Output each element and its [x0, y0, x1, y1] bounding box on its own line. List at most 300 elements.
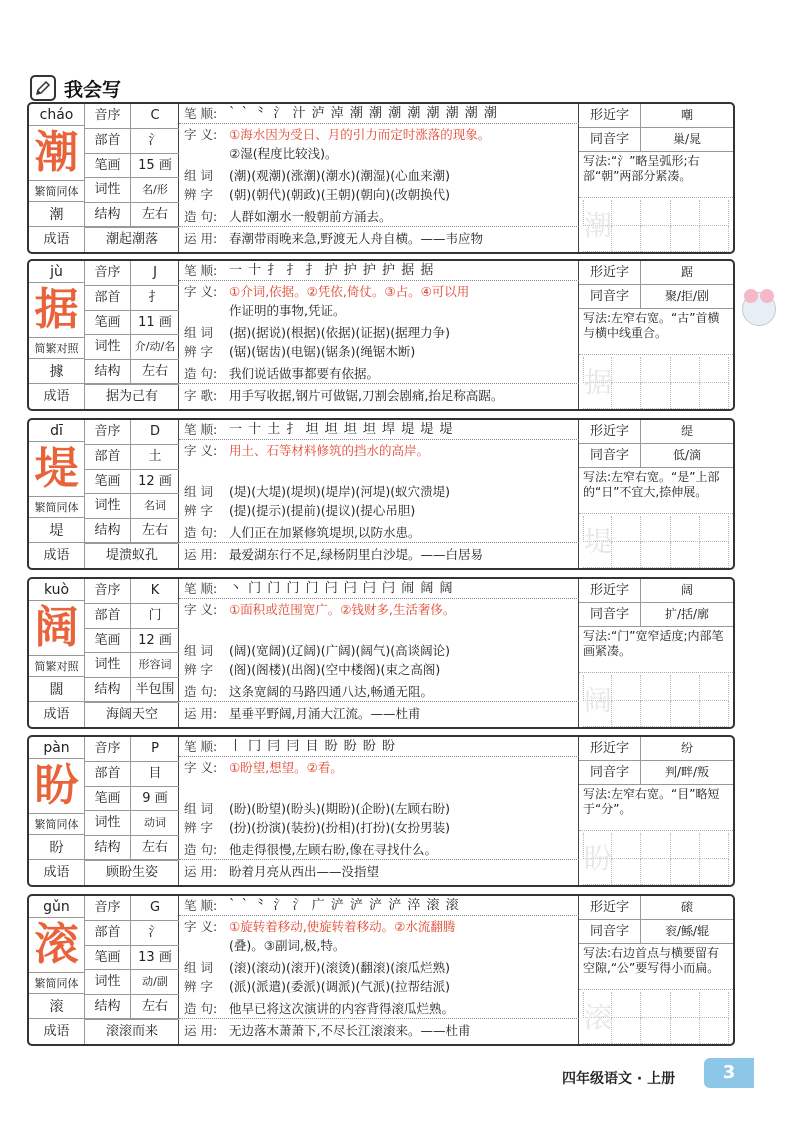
- card-row: [179, 683, 579, 702]
- attribute-table: [85, 579, 179, 703]
- main-character: 据: [29, 283, 85, 337]
- practice-cell[interactable]: [612, 1018, 641, 1044]
- character-card: [27, 102, 735, 254]
- order-value: J: [153, 265, 157, 280]
- homophone-value: 聚/拒/剧: [664, 289, 710, 303]
- row-value: (阁)(阁楼)(出阁)(空中楼阁)(束之高阁): [229, 662, 441, 677]
- strokes-label: 笔画: [85, 311, 131, 335]
- book-title: 四年级语文 · 上册: [562, 1071, 676, 1087]
- row-label: 运 用:: [184, 1023, 218, 1038]
- practice-cell[interactable]: [612, 357, 641, 383]
- meaning-row: [179, 126, 579, 144]
- card-row: [179, 483, 579, 501]
- comparison-panel: [579, 579, 733, 727]
- practice-cell[interactable]: [641, 357, 670, 383]
- row-label: 辨 字: [184, 662, 213, 677]
- practice-cell[interactable]: [641, 200, 670, 226]
- structure-value: 左右: [141, 999, 168, 1015]
- character-details: [179, 261, 579, 409]
- order-value: G: [149, 900, 161, 915]
- idiom-label: 成语: [29, 1019, 85, 1044]
- pos-value: 介/动/名: [134, 340, 176, 354]
- row-value: 我们说话做事都要有依据。: [229, 366, 380, 381]
- row-label: 运 用:: [184, 706, 218, 721]
- row-value: (扮)(扮演)(装扮)(扮相)(打扮)(女扮男装): [229, 820, 451, 835]
- meaning-label: 字 义:: [184, 443, 218, 458]
- traditional-label: 繁简同体: [29, 496, 85, 518]
- practice-cell[interactable]: [671, 701, 700, 727]
- meaning-row: [179, 442, 579, 460]
- trace-character: 盼: [583, 842, 612, 875]
- meaning-primary: ①面积或范围宽广。②钱财多,生活奢侈。: [229, 602, 456, 617]
- practice-cell[interactable]: [641, 701, 670, 727]
- pos-value: 名词: [144, 499, 166, 513]
- practice-cell[interactable]: [641, 675, 670, 701]
- practice-cell[interactable]: [612, 859, 641, 885]
- stroke-order-label: 笔 顺:: [184, 422, 218, 437]
- row-value: (阔)(宽阔)(辽阔)(广阔)(阔气)(高谈阔论): [229, 643, 451, 658]
- writing-tip: 写法:“氵”略呈弧形;右部“朝”两部分紧凑。: [579, 152, 733, 198]
- meaning-primary: ①旋转着移动,使旋转着移动。②水流翻腾: [229, 919, 456, 934]
- pencil-icon: [30, 75, 56, 101]
- practice-cell[interactable]: [641, 383, 670, 409]
- practice-cell[interactable]: [700, 383, 729, 409]
- attribute-table: [85, 104, 179, 228]
- row-value: 盼着月亮从西出——没指望: [229, 864, 380, 879]
- pos-label: 词性: [85, 970, 131, 994]
- row-label: 造 句:: [184, 1001, 218, 1016]
- card-row: [179, 1000, 579, 1019]
- practice-cell[interactable]: [671, 383, 700, 409]
- practice-cell[interactable]: [612, 383, 641, 409]
- meaning-row: [179, 918, 579, 936]
- similar-label: 形近字: [579, 420, 641, 443]
- comparison-panel: [579, 737, 733, 885]
- structure-label: 结构: [85, 995, 131, 1019]
- practice-cell[interactable]: [700, 542, 729, 568]
- radical-value: 目: [148, 765, 162, 781]
- row-label: 辨 字: [184, 187, 213, 202]
- attribute-table: [85, 261, 179, 385]
- character-info: [29, 104, 179, 252]
- idiom-label: 成语: [29, 860, 85, 885]
- meaning-row-2: [179, 145, 579, 163]
- meaning-primary: ①介词,依据。②凭依,倚仗。③占。④可以用: [229, 284, 470, 299]
- card-row: [179, 1022, 579, 1040]
- character-card: [27, 259, 735, 411]
- pos-label: 词性: [85, 811, 131, 835]
- row-label: 运 用:: [184, 547, 218, 562]
- character-info: [29, 420, 179, 568]
- structure-label: 结构: [85, 836, 131, 860]
- row-label: 造 句:: [184, 525, 218, 540]
- stroke-order-value: 丨 冂 冃 冃 目 盼 盼 盼 盼: [229, 739, 397, 754]
- idiom-row: [29, 701, 179, 727]
- structure-value: 左右: [141, 840, 168, 856]
- card-row: [179, 365, 579, 384]
- main-character: 堤: [29, 442, 85, 496]
- character-info: [29, 579, 179, 727]
- card-row: [179, 959, 579, 977]
- practice-cell[interactable]: [671, 516, 700, 542]
- character-card: [27, 577, 735, 729]
- practice-cell[interactable]: [641, 859, 670, 885]
- card-row: [179, 208, 579, 227]
- practice-cell[interactable]: [641, 542, 670, 568]
- radical-label: 部首: [85, 445, 131, 469]
- practice-cell[interactable]: [641, 516, 670, 542]
- homophone-label: 同音字: [579, 128, 641, 151]
- trace-character: 阔: [583, 684, 612, 717]
- writing-tip: 写法:左窄右宽。“目”略短于“分”。: [579, 785, 733, 831]
- comparison-panel: [579, 104, 733, 252]
- row-label: 组 词: [184, 801, 213, 816]
- comparison-panel: [579, 896, 733, 1044]
- practice-cell[interactable]: [671, 226, 700, 252]
- idiom-value: 滚滚而来: [105, 1024, 158, 1039]
- practice-cell[interactable]: [612, 542, 641, 568]
- character-info: [29, 261, 179, 409]
- strokes-label: 笔画: [85, 470, 131, 494]
- meaning-label: 字 义:: [184, 760, 218, 775]
- row-value: 人群如潮水一般朝前方涌去。: [229, 209, 392, 224]
- homophone-value: 衮/鲧/辊: [664, 924, 710, 938]
- character-info: [29, 737, 179, 885]
- pos-label: 词性: [85, 653, 131, 677]
- practice-cell[interactable]: [671, 200, 700, 226]
- practice-cell[interactable]: [700, 701, 729, 727]
- strokes-label: 笔画: [85, 946, 131, 970]
- strokes-value: 12 画: [138, 473, 172, 489]
- practice-cell[interactable]: [612, 701, 641, 727]
- meaning-indent: [179, 145, 229, 163]
- character-details: [179, 104, 579, 252]
- meaning-row-2: [179, 937, 579, 955]
- structure-value: 半包围: [135, 682, 175, 698]
- row-value: (朝)(朝代)(朝政)(王朝)(朝向)(改朝换代): [229, 187, 451, 202]
- character-details: [179, 896, 579, 1044]
- stroke-order-label: 笔 顺:: [184, 106, 218, 121]
- row-label: 造 句:: [184, 366, 218, 381]
- homophone-value: 低/滴: [672, 448, 702, 462]
- idiom-label: 成语: [29, 227, 85, 252]
- stroke-order-row: [179, 105, 579, 124]
- card-row: [179, 841, 579, 860]
- mouse-mascot-icon: [742, 292, 776, 326]
- card-row: [179, 705, 579, 723]
- similar-value: 踞: [680, 265, 693, 279]
- idiom-value: 潮起潮落: [105, 232, 158, 247]
- meaning-row: [179, 283, 579, 301]
- main-character: 滚: [29, 918, 85, 972]
- card-row: [179, 524, 579, 543]
- traditional-label: 简繁对照: [29, 337, 85, 359]
- row-value: (派)(派遣)(委派)(调派)(气派)(拉帮结派): [229, 979, 451, 994]
- stroke-order-value: 丶 门 门 门 门 闩 闩 闩 闩 闹 阔 阔: [229, 581, 454, 596]
- order-value: K: [150, 583, 160, 598]
- practice-cell[interactable]: [700, 516, 729, 542]
- stroke-order-row: [179, 262, 579, 281]
- meaning-indent: [179, 937, 229, 955]
- homophone-label: 同音字: [579, 603, 641, 626]
- row-label: 辨 字: [184, 503, 213, 518]
- practice-cell[interactable]: [612, 992, 641, 1018]
- practice-cell[interactable]: [700, 859, 729, 885]
- meaning-row: [179, 601, 579, 619]
- pinyin: gǔn: [29, 896, 85, 918]
- practice-cell[interactable]: [700, 357, 729, 383]
- card-row: [179, 978, 579, 996]
- idiom-label: 成语: [29, 384, 85, 409]
- row-label: 运 用:: [184, 231, 218, 246]
- strokes-value: 9 画: [142, 790, 168, 806]
- order-label: 音序: [85, 420, 131, 444]
- card-row: [179, 230, 579, 248]
- pos-value: 动/副: [142, 975, 168, 989]
- idiom-value: 海阔天空: [105, 707, 158, 722]
- card-row: [179, 167, 579, 185]
- idiom-row: [29, 383, 179, 409]
- traditional-character: 潮: [29, 202, 85, 228]
- writing-tip: 写法:“门”宽窄适度;内部笔画紧凑。: [579, 627, 733, 673]
- row-value: (滚)(滚动)(滚开)(滚烫)(翻滚)(滚瓜烂熟): [229, 960, 451, 975]
- main-character: 潮: [29, 126, 85, 180]
- writing-tip: 写法:右边首点与横要留有空隙,“公”要写得小而扁。: [579, 944, 733, 990]
- row-value: (提)(提示)(提前)(提议)(提心吊胆): [229, 503, 416, 518]
- idiom-value: 堤溃蚁孔: [105, 548, 158, 563]
- practice-cell[interactable]: [612, 200, 641, 226]
- traditional-character: 據: [29, 359, 85, 385]
- radical-value: 氵: [148, 132, 162, 148]
- homophone-value: 判/畔/叛: [664, 765, 710, 779]
- card-row: [179, 800, 579, 818]
- radical-label: 部首: [85, 129, 131, 153]
- pos-value: 名/形: [142, 183, 168, 197]
- order-value: C: [150, 108, 160, 123]
- row-value: (盼)(盼望)(盼头)(期盼)(企盼)(左顾右盼): [229, 801, 451, 816]
- stroke-order-label: 笔 顺:: [184, 263, 218, 278]
- practice-cell[interactable]: [671, 675, 700, 701]
- comparison-panel: [579, 261, 733, 409]
- practice-cell[interactable]: [612, 516, 641, 542]
- row-label: 造 句:: [184, 209, 218, 224]
- card-row: [179, 387, 579, 405]
- row-label: 组 词: [184, 643, 213, 658]
- practice-cell[interactable]: [700, 200, 729, 226]
- practice-cell[interactable]: [671, 357, 700, 383]
- meaning-label: 字 义:: [184, 919, 218, 934]
- row-value: 最爱湖东行不足,绿杨阴里白沙堤。——白居易: [229, 547, 483, 562]
- stroke-order-row: [179, 738, 579, 757]
- homophone-label: 同音字: [579, 920, 641, 943]
- row-label: 造 句:: [184, 842, 218, 857]
- idiom-value: 顾盼生姿: [105, 865, 158, 880]
- practice-cell[interactable]: [671, 833, 700, 859]
- stroke-order-value: ` ` ⺀ 氵 氵 广 浐 浐 浐 浐 淬 滚 滚: [229, 898, 460, 913]
- idiom-row: [29, 1018, 179, 1044]
- meaning-label: 字 义:: [184, 127, 218, 142]
- row-label: 运 用:: [184, 864, 218, 879]
- radical-value: 扌: [148, 289, 162, 305]
- homophone-value: 巢/晁: [672, 132, 702, 146]
- practice-cell[interactable]: [641, 833, 670, 859]
- row-label: 辨 字: [184, 820, 213, 835]
- row-label: 组 词: [184, 168, 213, 183]
- practice-cell[interactable]: [671, 992, 700, 1018]
- practice-cell[interactable]: [671, 542, 700, 568]
- writing-tip: 写法:左窄右宽。“是”上部的“日”不宜大,捺伸展。: [579, 468, 733, 514]
- row-value: 他早已将这次演讲的内容背得滚瓜烂熟。: [229, 1001, 455, 1016]
- idiom-row: [29, 859, 179, 885]
- stroke-order-label: 笔 顺:: [184, 581, 218, 596]
- page-number: 3: [704, 1058, 754, 1088]
- order-label: 音序: [85, 261, 131, 285]
- structure-value: 左右: [141, 364, 168, 380]
- similar-value: 缇: [680, 424, 693, 438]
- idiom-row: [29, 542, 179, 568]
- strokes-label: 笔画: [85, 154, 131, 178]
- idiom-row: [29, 226, 179, 252]
- practice-cell[interactable]: [700, 675, 729, 701]
- structure-label: 结构: [85, 519, 131, 543]
- practice-cell[interactable]: [700, 226, 729, 252]
- row-value: 他走得很慢,左顾右盼,像在寻找什么。: [229, 842, 437, 857]
- idiom-value: 据为己有: [105, 389, 158, 404]
- structure-value: 左右: [141, 523, 168, 539]
- order-label: 音序: [85, 896, 131, 920]
- strokes-label: 笔画: [85, 787, 131, 811]
- practice-cell[interactable]: [641, 992, 670, 1018]
- row-label: 组 词: [184, 484, 213, 499]
- row-value: 用手写收据,钢片可做锯,刀割会剧痛,抬足称高踞。: [229, 388, 504, 403]
- stroke-order-row: [179, 580, 579, 599]
- strokes-value: 15 画: [138, 157, 172, 173]
- main-character: 盼: [29, 759, 85, 813]
- structure-label: 结构: [85, 360, 131, 384]
- stroke-order-value: 一 十 扌 扌 扌 护 护 护 护 据 据: [229, 263, 435, 278]
- row-value: 人们正在加紧修筑堤坝,以防水患。: [229, 525, 421, 540]
- practice-cell[interactable]: [700, 833, 729, 859]
- character-card: [27, 418, 735, 570]
- idiom-label: 成语: [29, 543, 85, 568]
- trace-character: 据: [583, 366, 612, 399]
- strokes-value: 12 画: [138, 632, 172, 648]
- pos-value: 动词: [144, 816, 166, 830]
- comparison-panel: [579, 420, 733, 568]
- order-label: 音序: [85, 579, 131, 603]
- pinyin: cháo: [29, 104, 85, 126]
- meaning-indent: [179, 302, 229, 320]
- row-value: 无边落木萧萧下,不尽长江滚滚来。——杜甫: [229, 1023, 471, 1038]
- card-row: [179, 819, 579, 837]
- practice-cell[interactable]: [671, 859, 700, 885]
- stroke-order-row: [179, 897, 579, 916]
- meaning-primary: ①盼望,想望。②看。: [229, 760, 343, 775]
- main-character: 阔: [29, 601, 85, 655]
- homophone-label: 同音字: [579, 444, 641, 467]
- similar-value: 嘲: [680, 108, 693, 122]
- character-details: [179, 737, 579, 885]
- row-label: 造 句:: [184, 684, 218, 699]
- traditional-label: 繁简同体: [29, 972, 85, 994]
- practice-cell[interactable]: [671, 1018, 700, 1044]
- card-row: [179, 186, 579, 204]
- homophone-label: 同音字: [579, 761, 641, 784]
- card-row: [179, 661, 579, 679]
- pinyin: dī: [29, 420, 85, 442]
- homophone-value: 扩/括/廓: [664, 607, 710, 621]
- structure-label: 结构: [85, 203, 131, 227]
- trace-character: 潮: [583, 209, 612, 242]
- strokes-value: 13 画: [138, 949, 172, 965]
- attribute-table: [85, 420, 179, 544]
- attribute-table: [85, 896, 179, 1020]
- practice-cell[interactable]: [700, 1018, 729, 1044]
- similar-value: 纷: [680, 741, 693, 755]
- radical-value: 氵: [148, 924, 162, 940]
- radical-label: 部首: [85, 286, 131, 310]
- similar-label: 形近字: [579, 104, 641, 127]
- structure-value: 左右: [141, 207, 168, 223]
- pinyin: pàn: [29, 737, 85, 759]
- radical-label: 部首: [85, 604, 131, 628]
- practice-cell[interactable]: [641, 226, 670, 252]
- row-label: 辨 字: [184, 979, 213, 994]
- card-row: [179, 502, 579, 520]
- pos-label: 词性: [85, 335, 131, 359]
- character-details: [179, 579, 579, 727]
- card-row: [179, 642, 579, 660]
- meaning-secondary: ②湿(程度比较浅)。: [229, 146, 338, 161]
- traditional-label: 繁简同体: [29, 813, 85, 835]
- meaning-primary: ①海水因为受日、月的引力而定时涨落的现象。: [229, 127, 491, 142]
- attribute-table: [85, 737, 179, 861]
- pinyin: jù: [29, 261, 85, 283]
- homophone-label: 同音字: [579, 285, 641, 308]
- practice-cell[interactable]: [612, 833, 641, 859]
- similar-label: 形近字: [579, 579, 641, 602]
- structure-label: 结构: [85, 678, 131, 702]
- practice-cell[interactable]: [700, 992, 729, 1018]
- radical-label: 部首: [85, 921, 131, 945]
- order-label: 音序: [85, 737, 131, 761]
- similar-value: 磙: [680, 900, 693, 914]
- row-value: 这条宽阔的马路四通八达,畅通无阻。: [229, 684, 433, 699]
- traditional-label: 简繁对照: [29, 655, 85, 677]
- radical-label: 部首: [85, 762, 131, 786]
- meaning-row-2: [179, 302, 579, 320]
- practice-cell[interactable]: [612, 675, 641, 701]
- practice-cell[interactable]: [641, 1018, 670, 1044]
- radical-value: 门: [148, 607, 162, 623]
- pos-value: 形容词: [138, 658, 172, 672]
- stroke-order-row: [179, 421, 579, 440]
- stroke-order-label: 笔 顺:: [184, 739, 218, 754]
- character-card: [27, 735, 735, 887]
- card-row: [179, 343, 579, 361]
- meaning-row: [179, 759, 579, 777]
- row-value: 春潮带雨晚来急,野渡无人舟自横。——韦应物: [229, 231, 483, 246]
- pos-label: 词性: [85, 494, 131, 518]
- row-value: 星垂平野阔,月涌大江流。——杜甫: [229, 706, 421, 721]
- traditional-character: 滚: [29, 994, 85, 1020]
- trace-character: 堤: [583, 525, 612, 558]
- row-value: (潮)(观潮)(涨潮)(潮水)(潮湿)(心血来潮): [229, 168, 451, 183]
- row-value: (堤)(大堤)(堤坝)(堤岸)(河堤)(蚁穴溃堤): [229, 484, 451, 499]
- order-value: D: [149, 424, 160, 439]
- practice-cell[interactable]: [612, 226, 641, 252]
- meaning-label: 字 义:: [184, 284, 218, 299]
